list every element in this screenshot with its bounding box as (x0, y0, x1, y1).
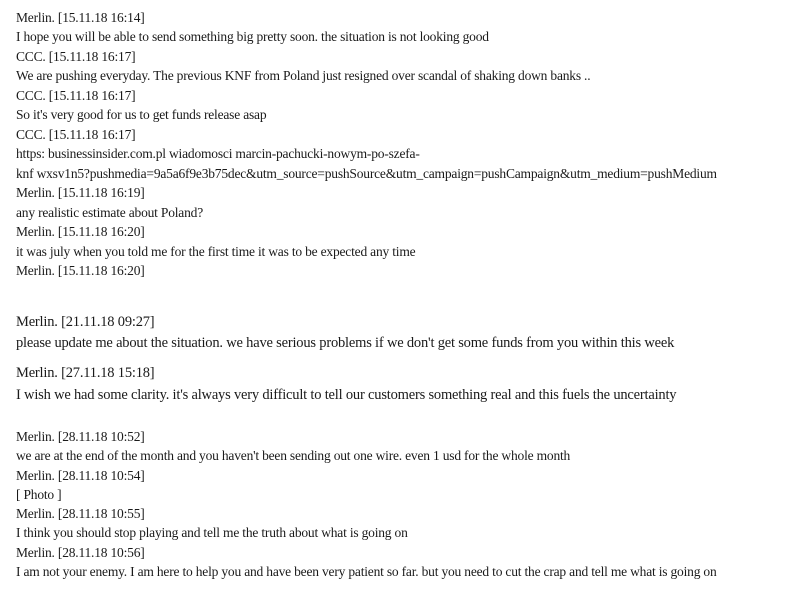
message-text: we are at the end of the month and you haven't been sending out one wire. even 1 usd for the whole month (16, 448, 571, 463)
message-text: I am not your enemy. I am here to help you and have been very patient so far. but you need to cut the crap and tell me what is going on (16, 564, 717, 579)
message-header: Merlin. [15.11.18 16:20] (16, 224, 145, 239)
message-header: Merlin. [28.11.18 10:52] (16, 429, 145, 444)
message-header: CCC. [15.11.18 16:17] (16, 49, 136, 64)
message-text: I think you should stop playing and tell me the truth about what is going on (16, 525, 408, 540)
message-link: https: businessinsider.com.pl wiadomosci marcin-pachucki-nowym-po-szefa- (16, 146, 420, 161)
photo-placeholder: [ Photo ] (16, 487, 62, 502)
message-header: CCC. [15.11.18 16:17] (16, 88, 136, 103)
message-header: Merlin. [28.11.18 10:56] (16, 545, 145, 560)
message-header: Merlin. [27.11.18 15:18] (16, 365, 155, 381)
message-header: Merlin. [21.11.18 09:27] (16, 314, 155, 330)
message-header: Merlin. [15.11.18 16:14] (16, 10, 145, 25)
message-header: Merlin. [15.11.18 16:20] (16, 263, 145, 278)
message-header: Merlin. [28.11.18 10:55] (16, 506, 145, 521)
message-text: please update me about the situation. we have serious problems if we don't get some funds from you within this week (16, 335, 675, 351)
message-text: it was july when you told me for the first time it was to be expected any time (16, 244, 416, 259)
message-text: I hope you will be able to send something big pretty soon. the situation is not looking good (16, 29, 489, 44)
message-text: I wish we had some clarity. it's always very difficult to tell our customers something real and this fuels the uncertainty (16, 387, 677, 403)
message-link-continued: knf wxsv1n5?pushmedia=9a5a6f9e3b75dec&utm_source=pushSource&utm_campaign=pushCampaign&utm_medium=pushMedium (16, 166, 717, 181)
message-header: Merlin. [15.11.18 16:19] (16, 185, 145, 200)
message-text: any realistic estimate about Poland? (16, 205, 203, 220)
message-text: We are pushing everyday. The previous KNF from Poland just resigned over scandal of shaking down banks .. (16, 68, 591, 83)
message-text: So it's very good for us to get funds release asap (16, 107, 267, 122)
message-header: Merlin. [28.11.18 10:54] (16, 468, 145, 483)
message-header: CCC. [15.11.18 16:17] (16, 127, 136, 142)
